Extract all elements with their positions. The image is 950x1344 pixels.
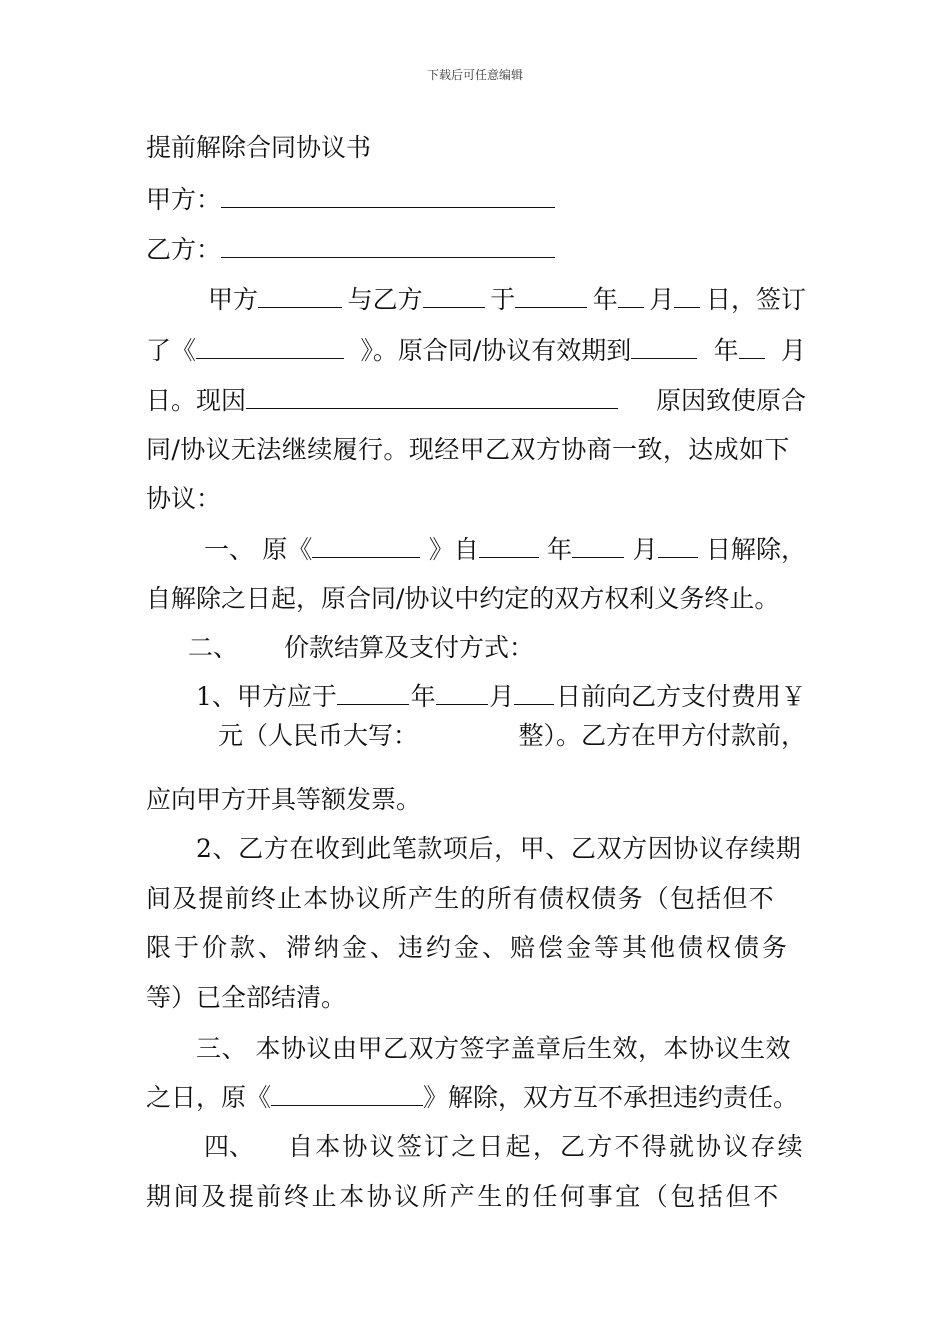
party-b-blank[interactable] <box>221 235 555 258</box>
clause-2-item-1-line-2: 元（人民币大写： 整）。乙方在甲方付款前， <box>218 721 806 750</box>
clause-4-line-1: 四、 自本协议签订之日起，乙方不得就协议存续 <box>204 1132 805 1161</box>
pay-day-blank[interactable] <box>514 682 554 705</box>
intro-line-1: 甲方 与乙方 于 年 月 日，签订 <box>208 285 806 314</box>
clause-2-item-2-line-2: 间及提前终止本协议所产生的所有债权债务（包括但不 <box>146 884 775 913</box>
clause1-contract-blank[interactable] <box>312 535 420 558</box>
intro-line-2: 了《 》。原合同/协议有效期到 年 月 <box>146 336 806 365</box>
clause-2-item-2-line-1: 2、乙方在收到此笔款项后，甲、乙双方因协议存续期 <box>196 834 802 863</box>
sign-month-blank[interactable] <box>618 285 644 308</box>
clause-3-line-2: 之日，原《 》解除，双方互不承担违约责任。 <box>146 1083 799 1112</box>
party-a-blank[interactable] <box>221 185 555 208</box>
pay-year-blank[interactable] <box>337 682 409 705</box>
clause-1-line-1: 一、 原《 》自 年 月 日解除， <box>204 535 806 564</box>
party-a-label: 甲方： <box>146 185 222 214</box>
page-header: 下载后可任意编辑 <box>426 68 523 82</box>
clause1-year-blank[interactable] <box>479 535 539 558</box>
clause-2-item-1-line-3: 应向甲方开具等额发票。 <box>146 785 422 814</box>
clause1-day-blank[interactable] <box>658 535 698 558</box>
clause-1-line-2: 自解除之日起，原合同/协议中约定的双方权利义务终止。 <box>146 584 780 613</box>
sign-day-blank[interactable] <box>674 285 700 308</box>
party-b-line <box>146 235 806 265</box>
clause-4-line-2: 期间及提前终止本协议所产生的任何事宜（包括但不 <box>146 1182 781 1211</box>
reason-blank[interactable] <box>246 386 618 409</box>
party-b-label: 乙方： <box>146 235 222 264</box>
clause1-month-blank[interactable] <box>572 535 624 558</box>
valid-year-blank[interactable] <box>631 336 697 359</box>
clause-2-heading: 二、 价款结算及支付方式： <box>188 633 535 662</box>
party-a-name-blank[interactable] <box>258 285 342 308</box>
intro-line-5: 协议： <box>146 484 222 513</box>
party-b-name-blank[interactable] <box>423 285 485 308</box>
contract-name-blank[interactable] <box>196 336 344 359</box>
intro-line-3: 日。现因 原因致使原合 <box>146 386 806 415</box>
clause-2-item-2-line-3: 限于价款、滞纳金、违约金、赔偿金等其他债权债务 <box>146 933 791 962</box>
party-a-line <box>146 185 806 215</box>
pay-month-blank[interactable] <box>436 682 488 705</box>
clause3-contract-blank[interactable] <box>271 1083 423 1106</box>
document-title: 提前解除合同协议书 <box>146 133 372 162</box>
valid-month-blank[interactable] <box>739 336 765 359</box>
clause-2-item-1-line-1: 1、甲方应于 年 月 日前向乙方支付费用￥ <box>196 682 806 711</box>
clause-3-line-1: 三、 本协议由甲乙双方签字盖章后生效，本协议生效 <box>196 1034 791 1063</box>
intro-line-4: 同/协议无法继续履行。现经甲乙双方协商一致，达成如下 <box>146 435 790 464</box>
clause-2-item-2-line-4: 等）已全部结清。 <box>146 983 347 1012</box>
sign-year-blank[interactable] <box>515 285 587 308</box>
